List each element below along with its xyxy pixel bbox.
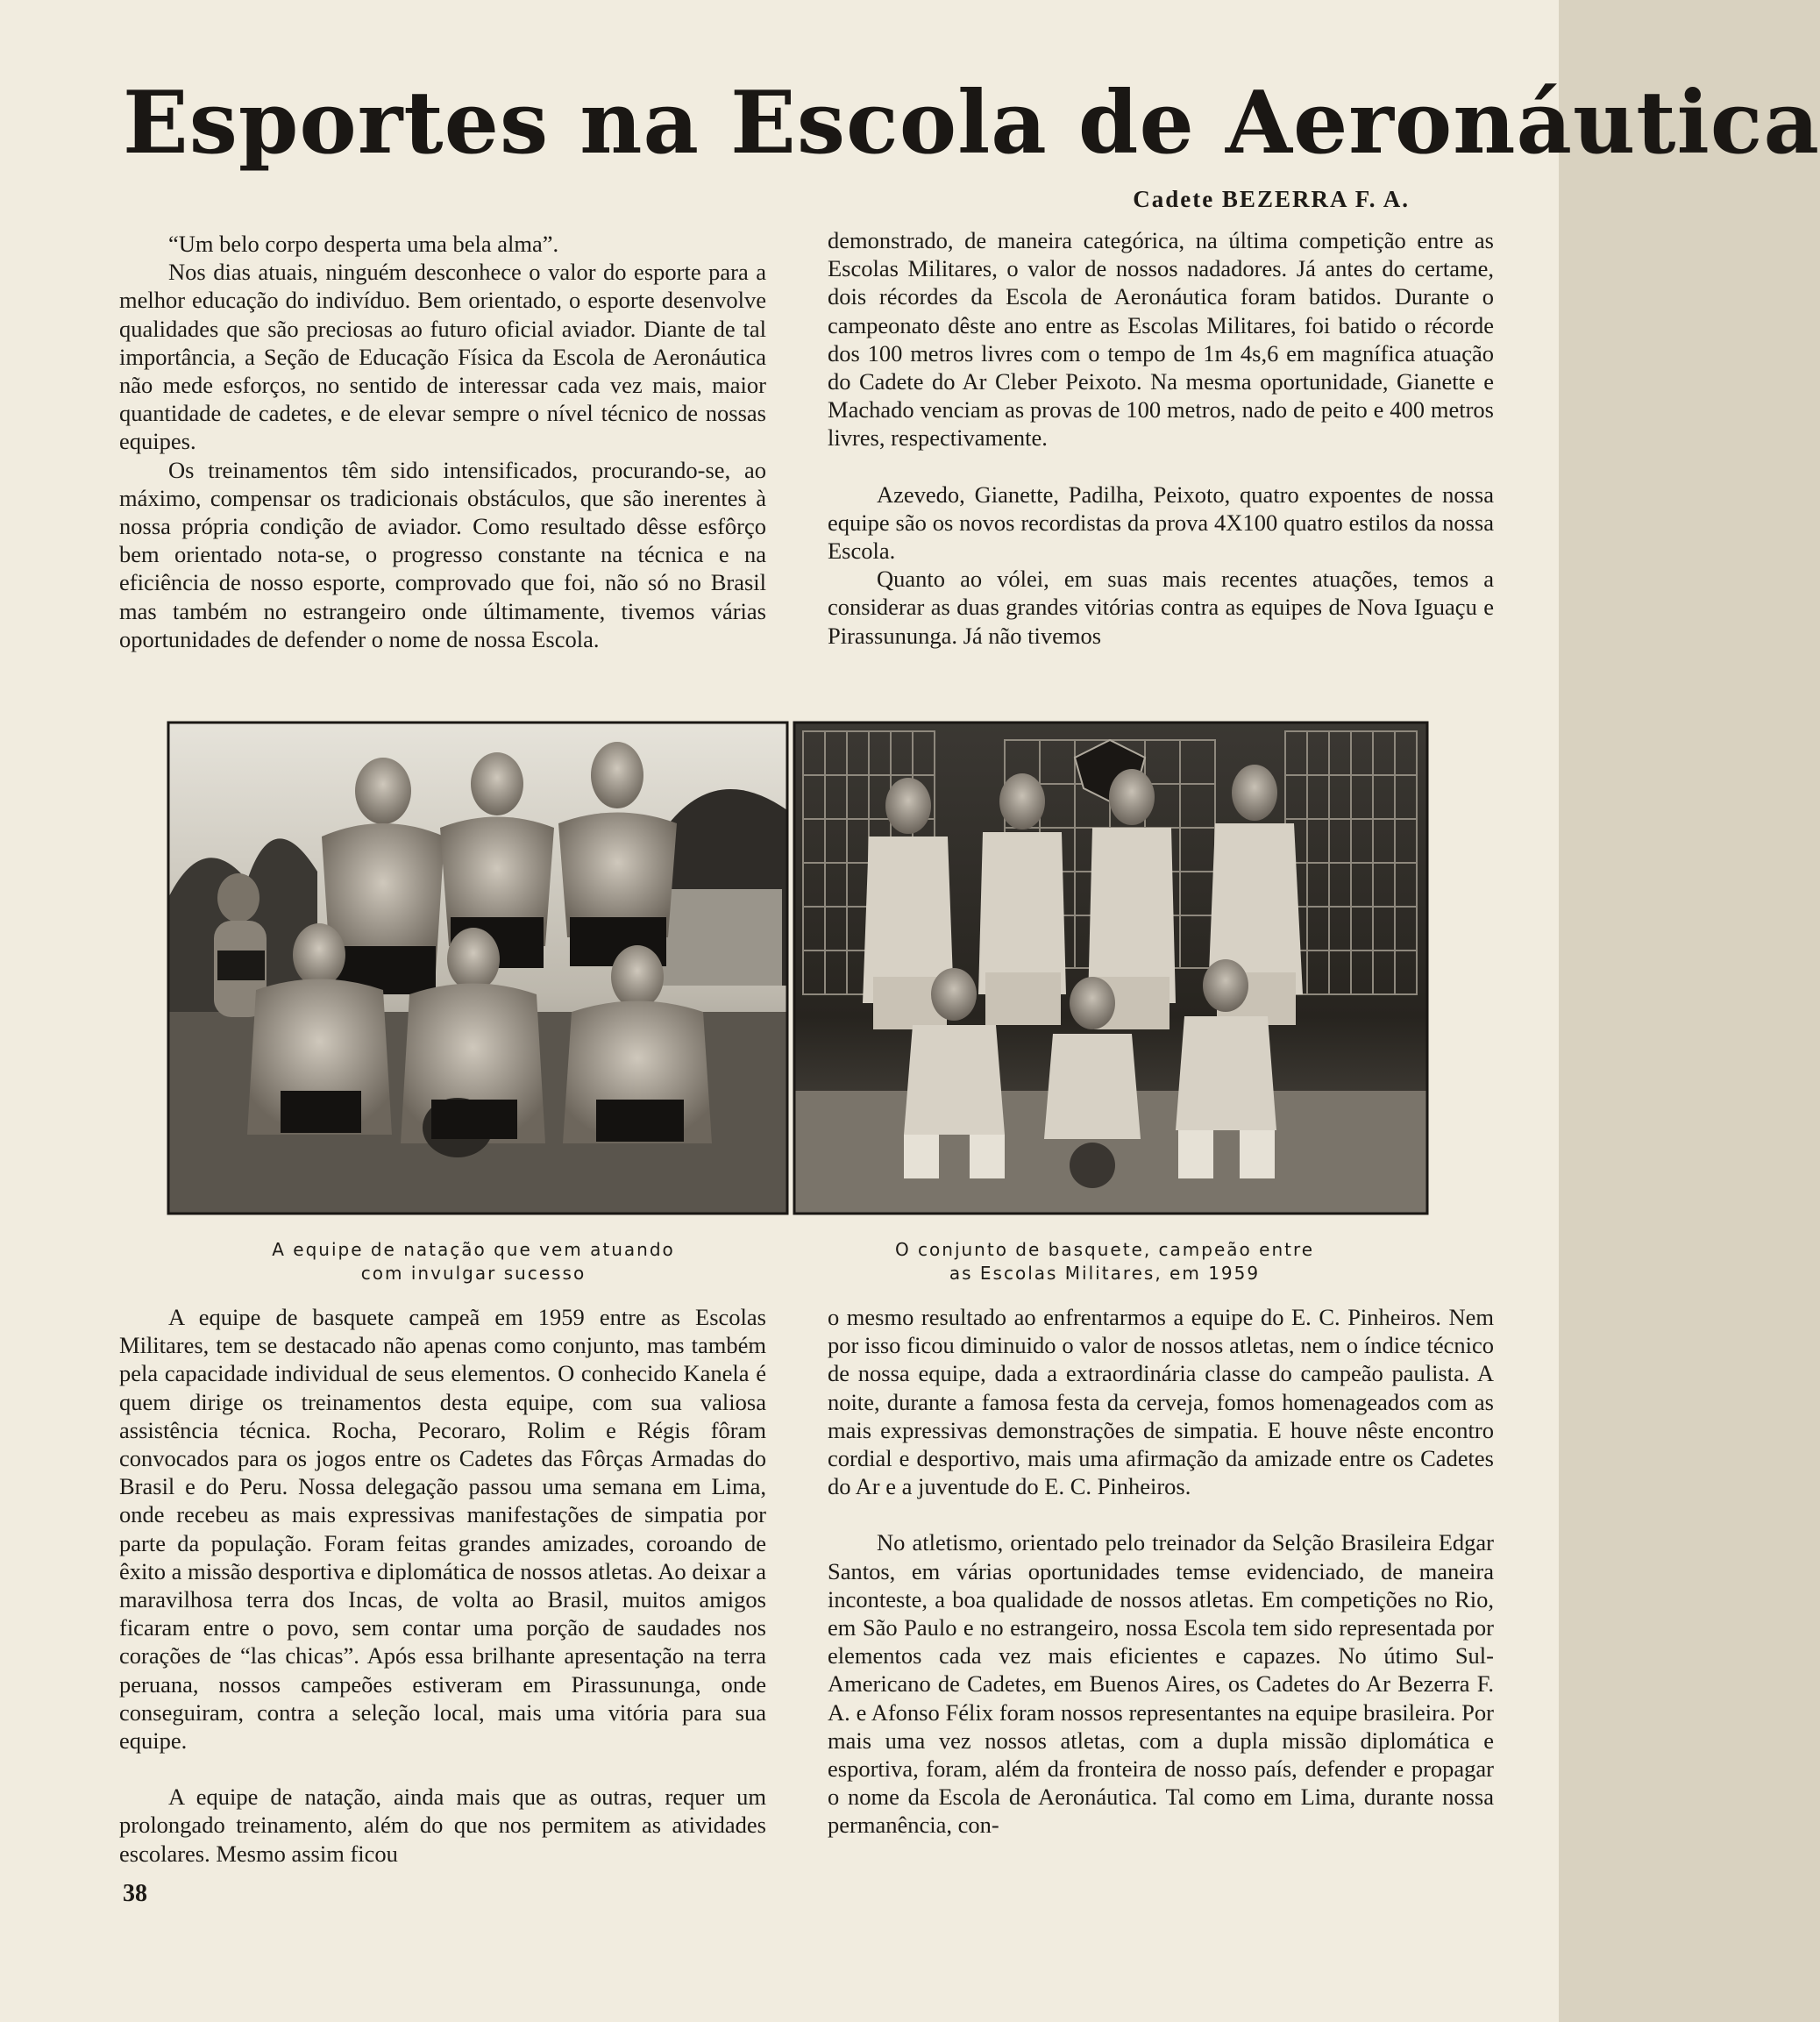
paragraph: Quanto ao vólei, em suas mais recentes atuações, temos a considerar as duas grandes vitórias contra as equipes de Nova Iguaçu e Pirassununga. Já não tivemos — [828, 566, 1494, 649]
paragraph: A equipe de natação, ainda mais que as outras, requer um prolongado treinamento, além do que nos permitem as atividades escolares. Mesmo assim ficou — [119, 1783, 766, 1867]
column-bottom-left — [119, 1303, 766, 1868]
paragraph: “Um belo corpo desperta uma bela alma”. — [168, 231, 559, 257]
paragraph: Azevedo, Gianette, Padilha, Peixoto, quatro expoentes de nossa equipe são os novos recordistas da prova 4X100 quatro estilos da nossa Escola. — [828, 481, 1494, 565]
caption-line: com invulgar sucesso — [360, 1263, 587, 1284]
column-top-right — [828, 226, 1494, 650]
front-row-swimmers — [247, 923, 712, 1157]
paragraph: o mesmo resultado ao enfrentarmos a equipe do E. C. Pinheiros. Nem por isso ficou diminuido o valor de nossos atletas, nem o índice técnico de nossa equipe, dada a extraordinária classe do campeão paulista. A noite, durante a famosa festa da cerveja, fomos homenageados com as mais expressivas demonstrações de simpatia. E houve nêste encontro cordial e desportivo, mais uma afirmação da amizade entre os Cadetes do Ar e a juventude do E. C. Pinheiros. — [828, 1304, 1494, 1500]
caption-line: A equipe de natação que vem atuando — [272, 1239, 675, 1260]
paragraph: A equipe de basquete campeã em 1959 entre as Escolas Militares, tem se destacado não apenas como conjunto, mas também pela capacidade individual de seus elementos. O conhecido Kanela é quem dirige os treinamentos desta equipe, com sua valiosa assistência técnica. Rocha, Pecoraro, Rolim e Régis fôram convocados para os jogos entre os Cadetes das Fôrças Armadas do Brasil e do Peru. Nossa delegação passou uma semana em Lima, onde recebeu as mais expressivas manifestações de simpatia por parte da população. Foram feitas grandes amizades, coroando de êxito a missão desportiva e diplomática de nossos atletas. Ao deixar a maravilhosa terra dos Incas, de volta ao Brasil, muitos amigos ficaram entre o povo, sem contar uma porção de saudades nos corações de “las chicas”. Após essa brilhante apresentação na terra peruana, nossos campeões estiveram em Pirassununga, onde conseguiram, contra a seleção local, mais uma vitória para sua equipe. — [119, 1304, 766, 1755]
paragraph: Nos dias atuais, ninguém desconhece o valor do esporte para a melhor educação do indivíduo. Bem orientado, o esporte desenvolve qualidades que são preciosas ao futuro oficial aviador. Diante de tal importância, a Seção de Educação Física da Escola de Aeronáutica não mede esforços, no sentido de interessar cada vez mais, maior quantidade de cadetes, e de elevar sempre o nível técnico de nossas equipes. — [119, 259, 766, 455]
basketball-team-photo — [794, 723, 1427, 1214]
article-title: Esportes na Escola de Aeronáutica — [123, 73, 1820, 174]
paragraph: No atletismo, orientado pelo treinador da Selção Brasileira Edgar Santos, em várias oportunidades temse evidenciado, de maneira inconteste, a boa qualidade de nossos atletas. Em competições no Rio, em São Paulo e no estrangeiro, nossa Escola tem sido representada por elementos cada vez mais eficientes e capazes. No útimo Sul-Americano de Cadetes, em Buenos Aires, os Cadetes do Ar Bezerra F. A. e Afonso Félix foram nossos representantes na equipe brasileira. Por mais uma vez nossos atletas, com a dupla missão diplomática e esportiva, foram, além da fronteira de nosso país, defender e propagar o nome da Escola de Aeronáutica. Tal como em Lima, durante nossa permanência, con- — [828, 1529, 1494, 1839]
caption-line: O conjunto de basquete, campeão entre — [894, 1239, 1315, 1260]
caption-line: as Escolas Militares, em 1959 — [949, 1263, 1261, 1284]
swim-photo-caption — [228, 1238, 719, 1285]
paragraph: Os treinamentos têm sido intensificados, procurando-se, ao máximo, compensar os tradicionais obstáculos, que são inerentes à nossa própria condição de aviador. Como resultado dêsse esfôrço bem orientado nota-se, o progresso constante na técnica e na eficiência de nosso esporte, comprovado que foi, não só no Brasil mas também no estrangeiro onde últimamente, tivemos várias oportunidades de defender o nome de nossa Escola. — [119, 456, 766, 652]
column-bottom-right — [828, 1303, 1494, 1840]
basketball-photo-caption — [859, 1238, 1350, 1285]
paragraph: demonstrado, de maneira categórica, na última competição entre as Escolas Militares, o valor de nossos nadadores. Já antes do certame, dois récordes da Escola de Aeronáutica foram batidos. Durante o campeonato dêste ano entre as Escolas Militares, foi batido o récorde dos 100 metros livres com o tempo de 1m 4s,6 em magnífica atuação do Cadete do Ar Cleber Peixoto. Na mesma oportunidade, Gianette e Machado venciam as provas de 100 metros, nado de peito e 400 metros livres, respectivamente. — [828, 227, 1494, 452]
page-number: 38 — [123, 1880, 147, 1907]
column-top-left — [119, 230, 766, 653]
article-byline: Cadete BEZERRA F. A. — [1133, 186, 1410, 212]
swim-team-photo — [168, 723, 787, 1214]
